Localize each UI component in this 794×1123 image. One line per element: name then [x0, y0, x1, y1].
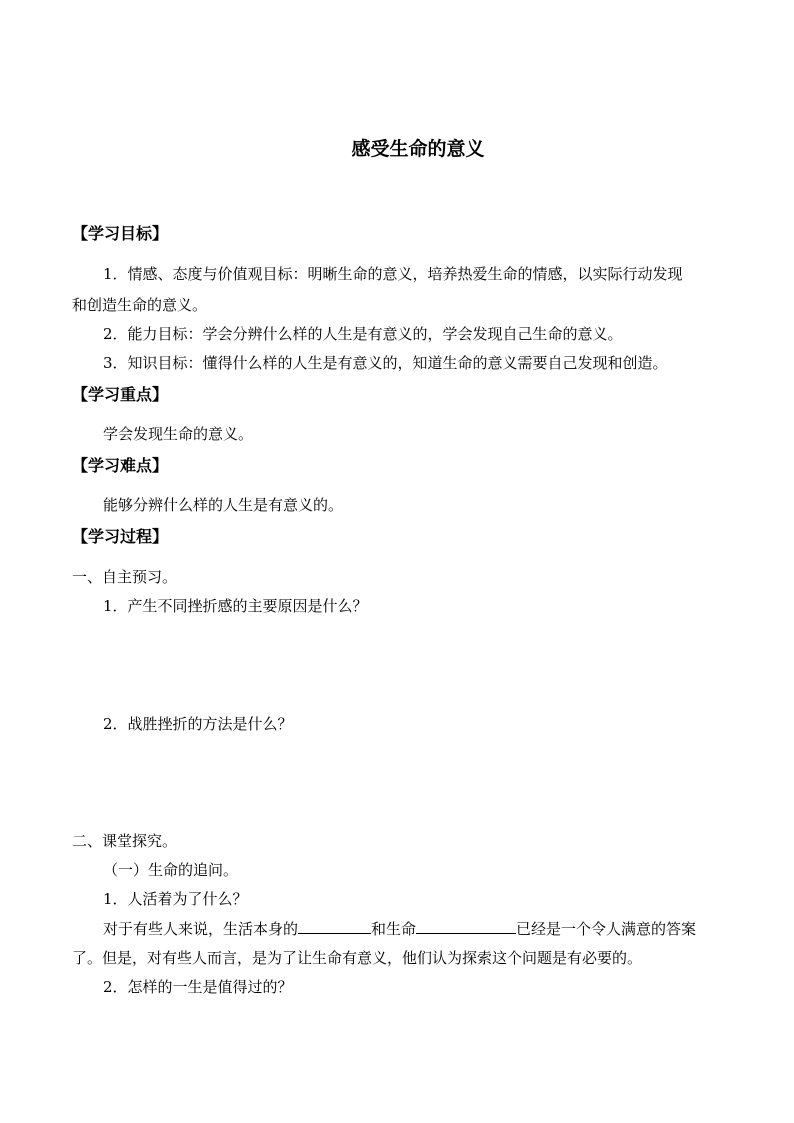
paragraph-part-1: 对于有些人来说，生活本身的	[103, 920, 299, 938]
key-point-text: 学会发现生命的意义。	[103, 425, 254, 443]
fill-in-paragraph-line-1	[103, 918, 696, 939]
objective-1-line-1: 1．情感、态度与价值观目标：明晰生命的意义，培养热爱生命的情感，以实际行动发现	[103, 265, 683, 283]
objectives-heading: 【学习目标】	[72, 224, 169, 243]
subsection-1-title: （一）生命的追问。	[103, 861, 239, 879]
paragraph-part-2: 和生命	[371, 920, 417, 938]
objective-2: 2．能力目标：学会分辨什么样的人生是有意义的，学会发现自己生命的意义。	[103, 325, 623, 343]
paragraph-part-3: 已经是一个令人满意的答案	[516, 920, 697, 938]
section-2-title: 二、课堂探究。	[72, 832, 178, 850]
page-title: 感受生命的意义	[351, 138, 485, 160]
key-point-heading: 【学习重点】	[72, 385, 169, 404]
inquiry-question-1: 1．人活着为了什么？	[103, 890, 248, 908]
process-heading: 【学习过程】	[72, 527, 169, 546]
preview-question-1: 1．产生不同挫折感的主要原因是什么？	[103, 597, 368, 615]
preview-question-2: 2．战胜挫折的方法是什么？	[103, 715, 293, 733]
section-1-title: 一、自主预习。	[72, 568, 178, 586]
inquiry-question-2: 2．怎样的一生是值得过的？	[103, 978, 293, 996]
objective-3: 3．知识目标：懂得什么样的人生是有意义的，知道生命的意义需要自己发现和创造。	[103, 354, 668, 372]
difficulty-heading: 【学习难点】	[72, 456, 169, 475]
fill-in-paragraph-line-2: 了。但是，对有些人而言，是为了让生命有意义，他们认为探索这个问题是有必要的。	[72, 949, 643, 967]
difficulty-text: 能够分辨什么样的人生是有意义的。	[103, 496, 344, 514]
blank-2	[416, 918, 516, 934]
objective-1-line-2: 和创造生命的意义。	[72, 296, 208, 314]
blank-1	[298, 918, 371, 934]
